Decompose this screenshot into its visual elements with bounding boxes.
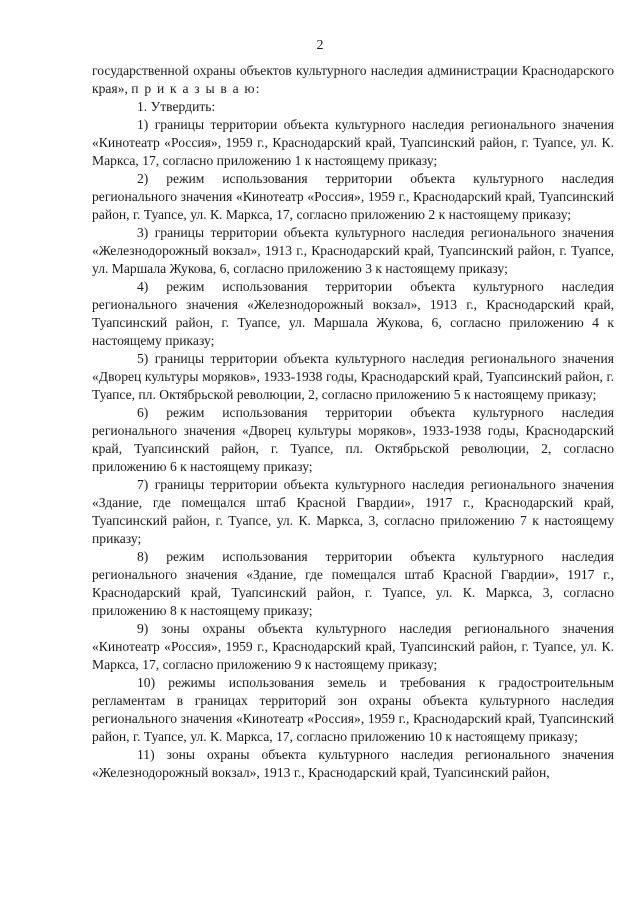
list-item: 4) режим использования территории объекта культурного наследия регионального значения «Железнодорожный вокзал», 1913 г., Краснодарский край, Туапсинский район, г. Туапсе, ул. Маршала Жукова, 6, согласно приложению 4 к настоящему приказу; [92,279,614,348]
list-item: 8) режим использования территории объекта культурного наследия регионального значения «Здание, где помещался штаб Красной Гвардии», 1917 г., Краснодарский край, Туапсинский район, г. Туапсе, ул. К. Маркса, 3, согласно приложению 8 к настоящему приказу; [92,549,614,618]
list-item: 11) зоны охраны объекта культурного наследия регионального значения «Железнодорожный вокзал», 1913 г., Краснодарский край, Туапсинский район, [92,747,614,780]
list-item: 2) режим использования территории объекта культурного наследия регионального значения «Кинотеатр «Россия», 1959 г., Краснодарский край, Туапсинский район, г. Туапсе, ул. К. Маркса, 17, согласно приложению 2 к настоящему приказу; [92,171,614,222]
list-item: 10) режимы использования земель и требования к градостроительным регламентам в границах территорий зон охраны объекта культурного наследия регионального значения «Кинотеатр «Россия», 1959 г., Краснодарский край, Туапсинский район, г. Туапсе, ул. К. Маркса, 17, согласно приложению 10 к настоящему приказу; [92,675,614,744]
order-word: п р и к а з ы в а ю: [131,81,261,96]
document-body [92,62,614,782]
list-item: 5) границы территории объекта культурного наследия регионального значения «Дворец культуры моряков», 1933-1938 годы, Краснодарский край, Туапсинский район, г. Туапсе, пл. Октябрьской революции, 2, согласно приложению 5 к настоящему приказу; [92,351,614,402]
list-item: 7) границы территории объекта культурного наследия регионального значения «Здание, где помещался штаб Красной Гвардии», 1917 г., Краснодарский край, Туапсинский район, г. Туапсе, ул. К. Маркса, 3, согласно приложению 7 к настоящему приказу; [92,477,614,546]
list-item: 1) границы территории объекта культурного наследия регионального значения «Кинотеатр «Россия», 1959 г., Краснодарский край, Туапсинский район, г. Туапсе, ул. К. Маркса, 17, согласно приложению 1 к настоящему приказу; [92,117,614,168]
intro-paragraph [92,62,614,98]
intro-text: государственной охраны объектов культурного наследия администрации Краснодарского края», [92,63,614,96]
list-item: 6) режим использования территории объекта культурного наследия регионального значения «Дворец культуры моряков», 1933-1938 годы, Краснодарский край, Туапсинский район, г. Туапсе, пл. Октябрьской революции, 2, согласно приложению 6 к настоящему приказу; [92,405,614,474]
list-item: 9) зоны охраны объекта культурного наследия регионального значения «Кинотеатр «Россия», 1959 г., Краснодарский край, Туапсинский район, г. Туапсе, ул. К. Маркса, 17, согласно приложению 9 к настоящему приказу; [92,621,614,672]
approve-paragraph: 1. Утвердить: [137,99,216,114]
list-item: 3) границы территории объекта культурного наследия регионального значения «Железнодорожный вокзал», 1913 г., Краснодарский край, Туапсинский район, г. Туапсе, ул. Маршала Жукова, 6, согласно приложению 3 к настоящему приказу; [92,225,614,276]
page-number: 2 [316,38,324,53]
